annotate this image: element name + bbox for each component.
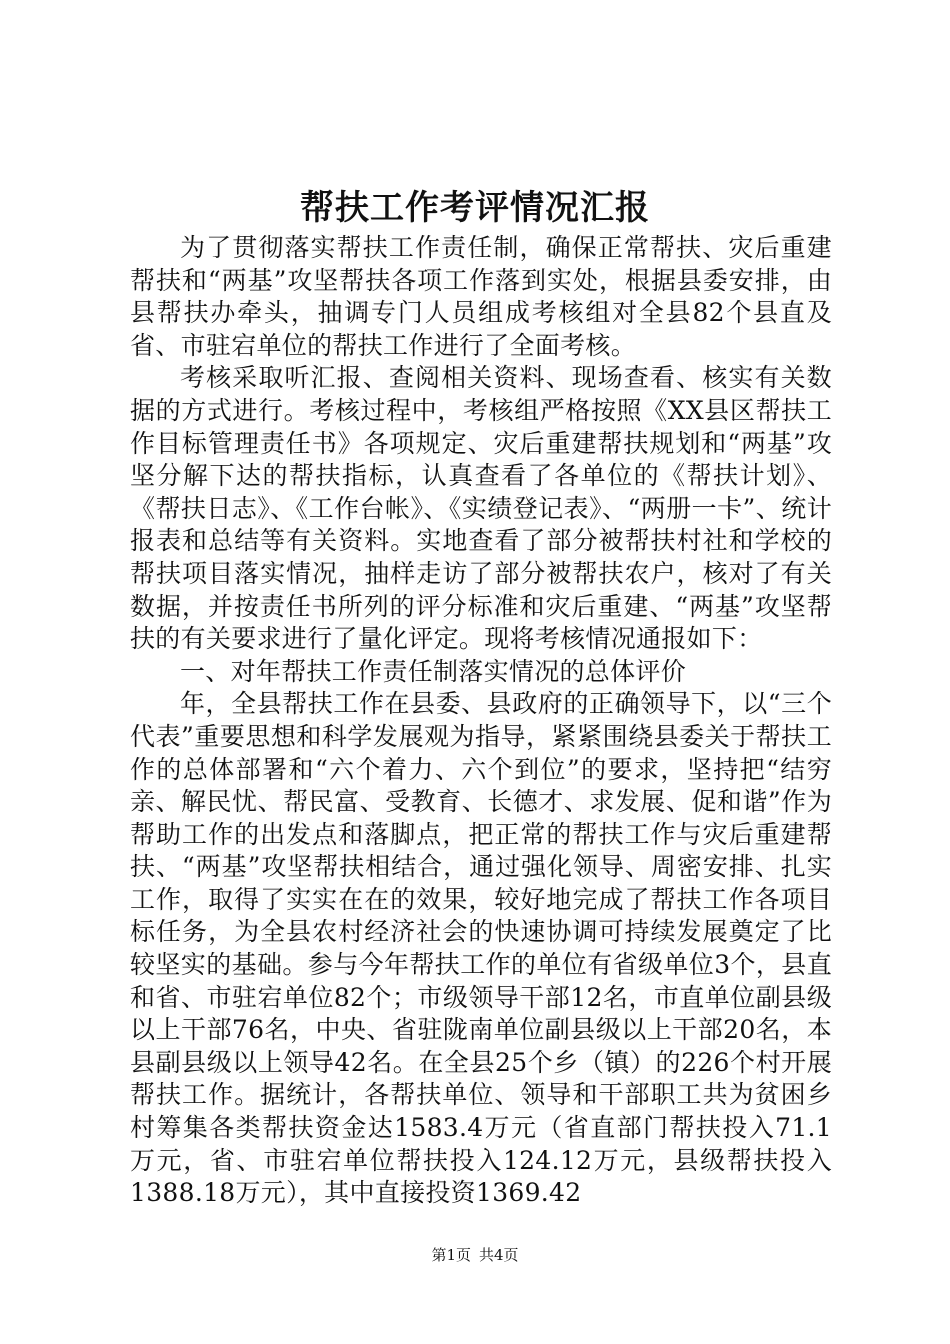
paragraph: 考核采取听汇报、查阅相关资料、现场查看、核实有关数据的方式进行。考核过程中，考核组严格按照《XX县区帮扶工作目标管理责任书》各项规定、灾后重建帮扶规划和“两基”攻坚分解下达的帮扶指标，认真查看了各单位的《帮扶计划》、《帮扶日志》、《工作台帐》、《实绩登记表》、“两册一卡”、统计报表和总结等有关资料。实地查看了部分被帮扶村社和学校的帮扶项目落实情况，抽样走访了部分被帮扶农户，核对了有关数据，并按责任书所列的评分标准和灾后重建、“两基”攻坚帮扶的有关要求进行了量化评定。现将考核情况通报如下：	[130, 363, 832, 654]
paragraph: 为了贯彻落实帮扶工作责任制，确保正常帮扶、灾后重建帮扶和“两基”攻坚帮扶各项工作落到实处，根据县委安排，由县帮扶办牵头，抽调专门人员组成考核组对全县82个县直及省、市驻宕单位的帮扶工作进行了全面考核。	[130, 233, 832, 360]
page-number: 第1页	[431, 1246, 471, 1264]
document-title: 帮扶工作考评情况汇报	[300, 188, 650, 228]
document-body	[130, 232, 832, 1210]
page-footer	[0, 1245, 950, 1265]
section-heading: 一、对年帮扶工作责任制落实情况的总体评价	[180, 656, 687, 686]
paragraph: 年，全县帮扶工作在县委、县政府的正确领导下，以“三个代表”重要思想和科学发展观为指导，紧紧围绕县委关于帮扶工作的总体部署和“六个着力、六个到位”的要求，坚持把“结穷亲、解民忧、帮民富、受教育、长德才、求发展、促和谐”作为帮助工作的出发点和落脚点，把正常的帮扶工作与灾后重建帮扶、“两基”攻坚帮扶相结合，通过强化领导、周密安排、扎实工作，取得了实实在在的效果，较好地完成了帮扶工作各项目标任务，为全县农村经济社会的快速协调可持续发展奠定了比较坚实的基础。参与今年帮扶工作的单位有省级单位3个，县直和省、市驻宕单位82个；市级领导干部12名，市直单位副县级以上干部76名，中央、省驻陇南单位副县级以上干部20名，本县副县级以上领导42名。在全县25个乡（镇）的226个村开展帮扶工作。据统计，各帮扶单位、领导和干部职工共为贫困乡村筹集各类帮扶资金达1583.4万元（省直部门帮扶投入71.1万元，省、市驻宕单位帮扶投入124.12万元，县级帮扶投入1388.18万元），其中直接投资1369.42	[130, 689, 832, 1208]
page-total: 共4页	[479, 1246, 519, 1264]
